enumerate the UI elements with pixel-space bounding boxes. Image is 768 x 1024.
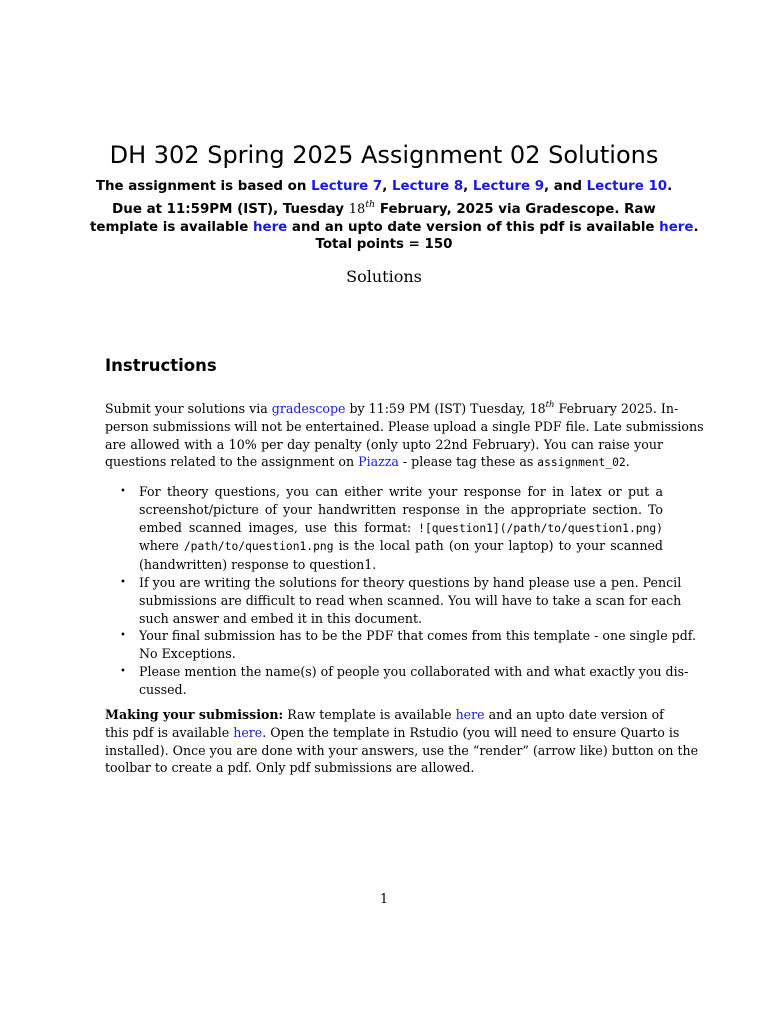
subtitle-line-2: Due at 11:59PM (IST), Tuesday 18th February, 2025 via Gradescope. Raw — [112, 198, 656, 217]
list-item: • Please mention the name(s) of people you collaborated with and what exactly you dis- cussed. — [120, 663, 689, 697]
page-number: 1 — [379, 891, 388, 906]
subtitle-line-3: template is available here and an upto date version of this pdf is available here. — [90, 219, 699, 235]
raw-template-link[interactable]: here — [455, 707, 485, 722]
list-item: • Your final submission has to be the PDF that comes from this template - one single pdf. No Exceptions. — [120, 628, 697, 662]
pdf-here-link[interactable]: here — [659, 219, 694, 235]
lecture-7-link[interactable]: Lecture 7 — [311, 179, 383, 194]
lecture-10-link[interactable]: Lecture 10 — [586, 179, 668, 194]
document-subtitle — [90, 178, 699, 254]
bullet-icon: • — [120, 665, 126, 677]
total-points: Total points = 150 — [315, 237, 453, 253]
template-here-link[interactable]: here — [252, 219, 288, 235]
list-item: • For theory questions, you can either write your response for in latex or put a screenshot/picture of your handwritten response in the appropriate section. To embed scanned images, use this format: ![question1](/path/to/question1.png) where /path/to/question1.png is the local path (on your laptop) to your scanned (handwritten) response to question1. — [120, 484, 663, 573]
bullet-icon: • — [120, 630, 126, 642]
submission-paragraph: Making your submission: Raw template is available here and an upto date version of this pdf is available here. Open the template in Rstudio (you will need to ensure Quarto is installed). Once you are done with your answers, use the “render” (arrow like) button on the toolbar to create a pdf. Only pdf submissions are allowed. — [105, 707, 699, 776]
lecture-9-link[interactable]: Lecture 9 — [472, 179, 545, 194]
instructions-heading: Instructions — [105, 356, 217, 375]
image-embed-code: ![question1](/path/to/question1.png) — [418, 521, 663, 535]
submission-label: Making your submission: — [105, 707, 284, 722]
assignment-tag: assignment_02 — [537, 456, 626, 470]
gradescope-link[interactable]: gradescope — [271, 401, 346, 416]
bullet-icon: • — [120, 576, 126, 588]
lecture-8-link[interactable]: Lecture 8 — [391, 179, 464, 194]
latest-pdf-link[interactable]: here — [233, 724, 263, 740]
path-code: /path/to/question1.png — [183, 540, 334, 554]
due-day: 18 — [348, 201, 366, 217]
document-title: DH 302 Spring 2025 Assignment 02 Solutions — [109, 141, 659, 169]
list-item: • If you are writing the solutions for theory questions by hand please use a pen. Pencil submissions are difficult to read when scanned. You will have to take a scan for each such answer and embed it in this document. — [120, 574, 682, 626]
subtitle-line-1: The assignment is based on Lecture 7, Lecture 8, Lecture 9, and Lecture 10. — [95, 179, 673, 194]
piazza-link[interactable]: Piazza — [358, 454, 399, 470]
due-day-suffix: th — [365, 198, 376, 210]
instructions-list — [120, 483, 697, 699]
solutions-label: Solutions — [346, 267, 422, 286]
intro-paragraph: Submit your solutions via gradescope by 11:59 PM (IST) Tuesday, 18th February 2025. In- person submissions will not be entertained. Please upload a single PDF file. Late submissions are allowed with a 10% per day penalty (only upto 22nd February). You can raise your questions related to the assignment on Piazza - please tag these as assignment_02. — [105, 400, 704, 470]
bullet-icon: • — [120, 486, 126, 497]
